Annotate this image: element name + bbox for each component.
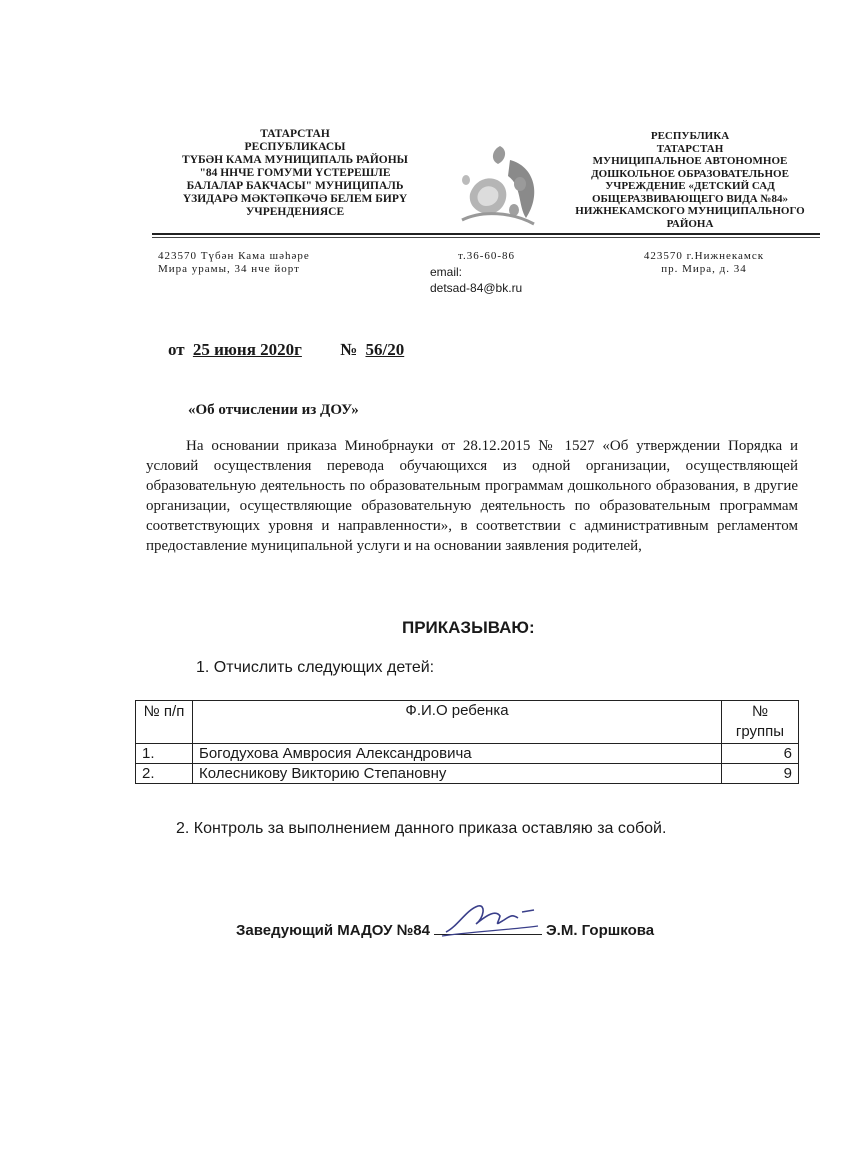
- order-date: 25 июня 2020г: [192, 340, 302, 359]
- col-header-group: № группы: [722, 701, 799, 744]
- email-address: detsad-84@bk.ru: [430, 281, 523, 295]
- cell-num: 1.: [136, 744, 193, 764]
- order-date-line: [168, 340, 404, 360]
- col-header-num: № п/п: [136, 701, 193, 744]
- header-left-block: [160, 128, 430, 219]
- header-right-line: УЧРЕЖДЕНИЕ «ДЕТСКИЙ САД: [605, 180, 775, 192]
- col-header-name: Ф.И.О ребенка: [193, 701, 722, 744]
- email-block: [430, 264, 522, 296]
- table-row: [136, 744, 799, 764]
- kindergarten-logo-icon: [452, 140, 544, 232]
- header-right-line: ОБЩЕРАЗВИВАЮЩЕГО ВИДА №84»: [591, 192, 789, 205]
- header-left-line: РЕСПУБЛИКАСЫ: [244, 141, 346, 153]
- header-right-line: НИЖНЕКАМСКОГО МУНИЦИПАЛЬНОГО: [575, 205, 805, 217]
- header-right-line: РЕСПУБЛИКА: [650, 130, 730, 142]
- cell-group: 6: [722, 744, 799, 764]
- header-right-block: [565, 130, 815, 230]
- address-right: [624, 250, 784, 276]
- order-item-1: 1. Отчислить следующих детей:: [196, 659, 435, 676]
- table-row: [136, 764, 799, 784]
- header-right-line: РАЙОНА: [666, 217, 714, 230]
- header-divider-thin: [152, 237, 820, 238]
- cell-group: 9: [722, 764, 799, 784]
- header-right-line: ТАТАРСТАН: [656, 142, 724, 155]
- handwritten-signature-icon: [438, 896, 548, 942]
- cell-name: Колесникову Викторию Степановну: [193, 764, 722, 784]
- header-left-line: ҮЗИДАРӘ МӘКТӘПКӘЧӘ БЕЛЕМ БИРҮ: [182, 193, 408, 205]
- address-right-line: пр. Мира, д. 34: [661, 263, 747, 275]
- order-item-2: 2. Контроль за выполнением данного приказа оставляю за собой.: [176, 820, 667, 837]
- cell-num: 2.: [136, 764, 193, 784]
- address-right-line: 423570 г.Нижнекамск: [643, 250, 765, 262]
- phone: т.36-60-86: [458, 250, 516, 262]
- order-body: На основании приказа Минобрнауки от 28.12.2015 № 1527 «Об утверждении Порядка и условий осуществления перевода обучающихся из одной организации, осуществляющей образовательную деятельность по образовательным программам дошкольного образования, в другие организации, осуществляющие образовательную деятельность по образовательным программам соответствующих уровня и направленности», в соответствии с административным регламентом предоставление муниципальной услуги и на основании заявления родителей,: [146, 438, 798, 554]
- table-header-row: [136, 701, 799, 744]
- order-number: 56/20: [365, 340, 405, 359]
- signer-position: Заведующий МАДОУ №84: [236, 922, 430, 939]
- order-title: ПРИКАЗЫВАЮ:: [402, 618, 535, 637]
- date-prefix: от: [168, 340, 185, 359]
- header-divider: [152, 233, 820, 235]
- header-left-line: ТҮБӘН КАМА МУНИЦИПАЛЬ РАЙОНЫ: [182, 154, 408, 166]
- number-prefix: №: [340, 340, 358, 359]
- header-left-line: УЧРЕНДЕНИЯСЕ: [245, 206, 345, 218]
- header-left-line: "84 ННЧЕ ГОМУМИ ҮСТЕРЕШЛЕ: [199, 167, 391, 179]
- address-left: [158, 250, 310, 276]
- email-label: email:: [430, 265, 463, 279]
- header-left-line: БАЛАЛАР БАКЧАСЫ" МУНИЦИПАЛЬ: [186, 180, 404, 192]
- header-left-line: ТАТАРСТАН: [260, 128, 330, 140]
- cell-name: Богодухова Амвросия Александровича: [193, 744, 722, 764]
- order-subject: «Об отчислении из ДОУ»: [188, 402, 359, 418]
- children-table: [135, 700, 799, 784]
- header-right-line: МУНИЦИПАЛЬНОЕ АВТОНОМНОЕ: [592, 155, 788, 167]
- signer-name: Э.М. Горшкова: [546, 922, 655, 939]
- header-right-line: ДОШКОЛЬНОЕ ОБРАЗОВАТЕЛЬНОЕ: [591, 167, 789, 180]
- address-left-line: 423570 Түбән Кама шәһәре: [158, 250, 310, 262]
- address-left-line: Мира урамы, 34 нче йорт: [158, 263, 300, 275]
